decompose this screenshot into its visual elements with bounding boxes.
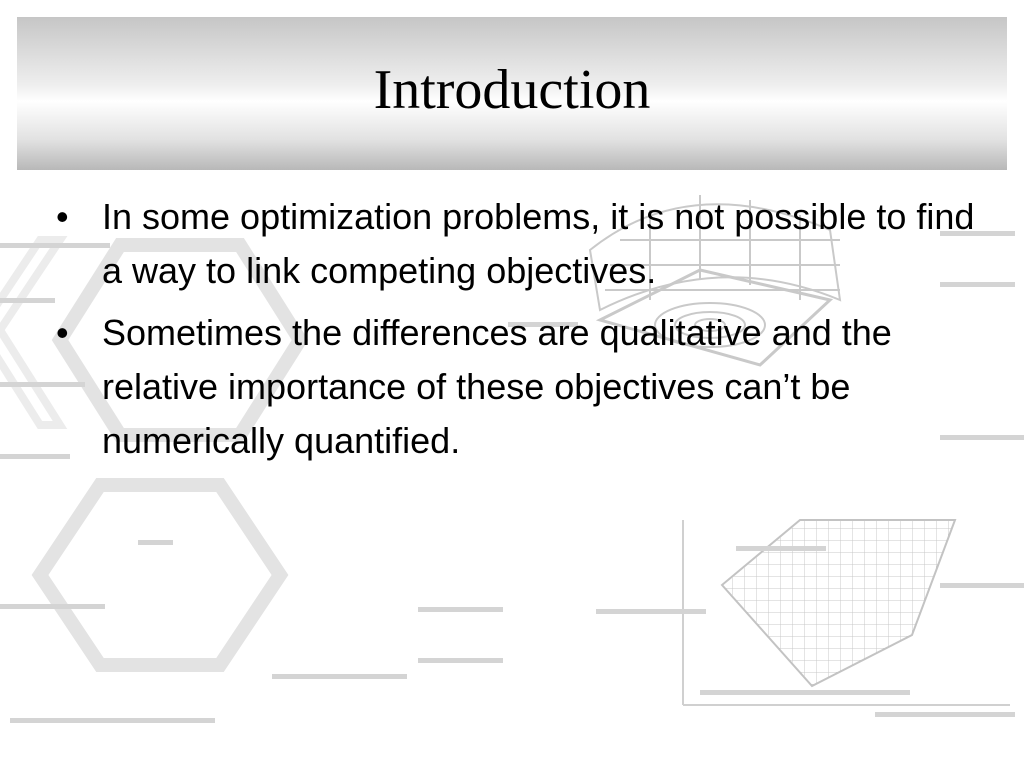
bullet-text: Sometimes the differences are qualitative and the relative importance of these objectives can’t be numerically quantified. xyxy=(102,312,892,461)
bullet-list xyxy=(52,190,982,476)
bullet-marker: • xyxy=(56,312,69,353)
title-bar xyxy=(17,17,1007,170)
bullet-marker: • xyxy=(56,196,69,237)
grid-polygon-plot xyxy=(683,520,1010,705)
hexagon-partial xyxy=(0,240,60,425)
slide-title: Introduction xyxy=(373,58,651,121)
hexagon-lower xyxy=(40,485,280,665)
bullet-item xyxy=(52,190,982,298)
bullet-item xyxy=(52,306,982,468)
bullet-text: In some optimization problems, it is not possible to find a way to link competing objectives. xyxy=(102,196,975,291)
